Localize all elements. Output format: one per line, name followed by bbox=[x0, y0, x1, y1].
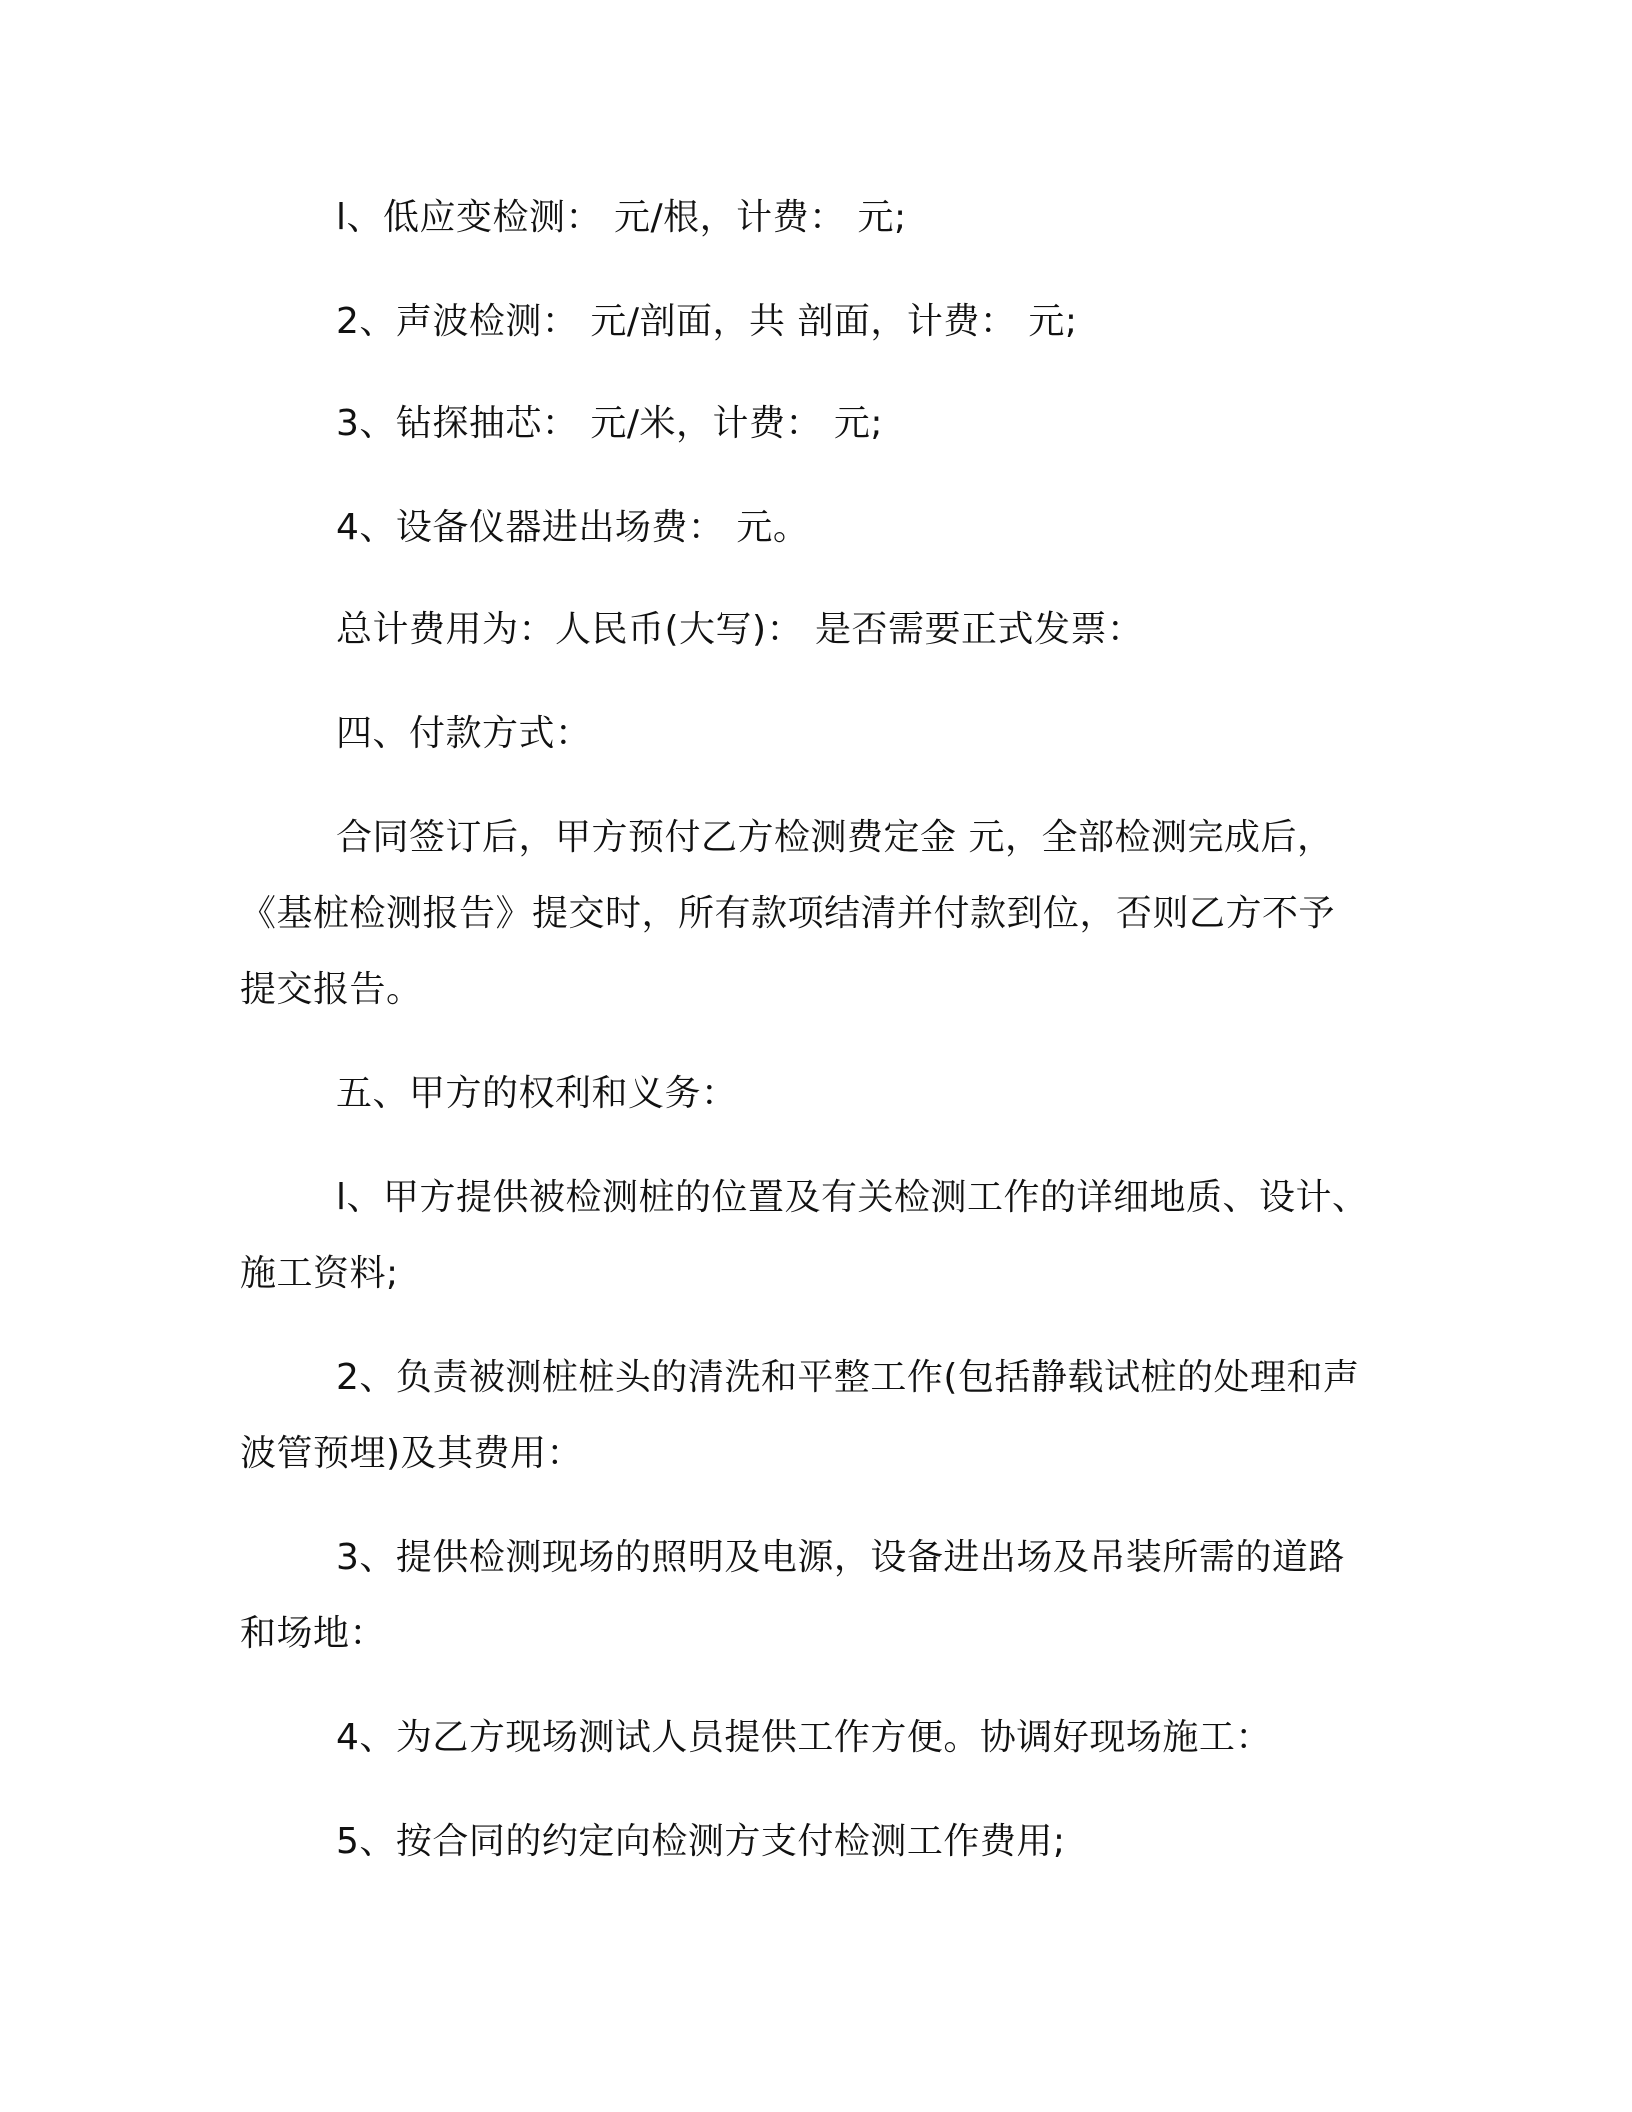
party-a-item: 施工资料; bbox=[240, 1253, 399, 1294]
party-a-item: 4、为乙方现场测试人员提供工作方便。协调好现场施工： bbox=[336, 1717, 1272, 1758]
fee-item-low-strain: l、低应变检测： 元/根，计费： 元; bbox=[336, 197, 907, 238]
payment-paragraph-line: 《基桩检测报告》提交时，所有款项结清并付款到位，否则乙方不予 bbox=[240, 893, 1336, 934]
fee-total: 总计费用为：人民币(大写)： 是否需要正式发票： bbox=[336, 609, 1144, 650]
fee-item-equipment: 4、设备仪器进出场费： 元。 bbox=[336, 507, 810, 548]
party-a-item: 波管预埋)及其费用： bbox=[240, 1433, 584, 1474]
party-a-item: 2、负责被测桩桩头的清洗和平整工作(包括静载试桩的处理和声 bbox=[336, 1357, 1360, 1398]
fee-item-sonic: 2、声波检测： 元/剖面，共 剖面，计费： 元; bbox=[336, 301, 1078, 342]
payment-heading: 四、付款方式： bbox=[336, 713, 592, 754]
fee-item-core-drilling: 3、钻探抽芯： 元/米，计费： 元; bbox=[336, 403, 884, 444]
party-a-item: l、甲方提供被检测桩的位置及有关检测工作的详细地质、设计、 bbox=[336, 1177, 1369, 1218]
payment-paragraph-line: 合同签订后，甲方预付乙方检测费定金 元，全部检测完成后， bbox=[336, 817, 1334, 858]
party-a-item: 3、提供检测现场的照明及电源，设备进出场及吊装所需的道路 bbox=[336, 1537, 1345, 1578]
party-a-heading: 五、甲方的权利和义务： bbox=[336, 1073, 738, 1114]
party-a-item: 5、按合同的约定向检测方支付检测工作费用; bbox=[336, 1821, 1066, 1862]
party-a-item: 和场地： bbox=[240, 1613, 387, 1654]
payment-paragraph-line: 提交报告。 bbox=[240, 969, 423, 1010]
